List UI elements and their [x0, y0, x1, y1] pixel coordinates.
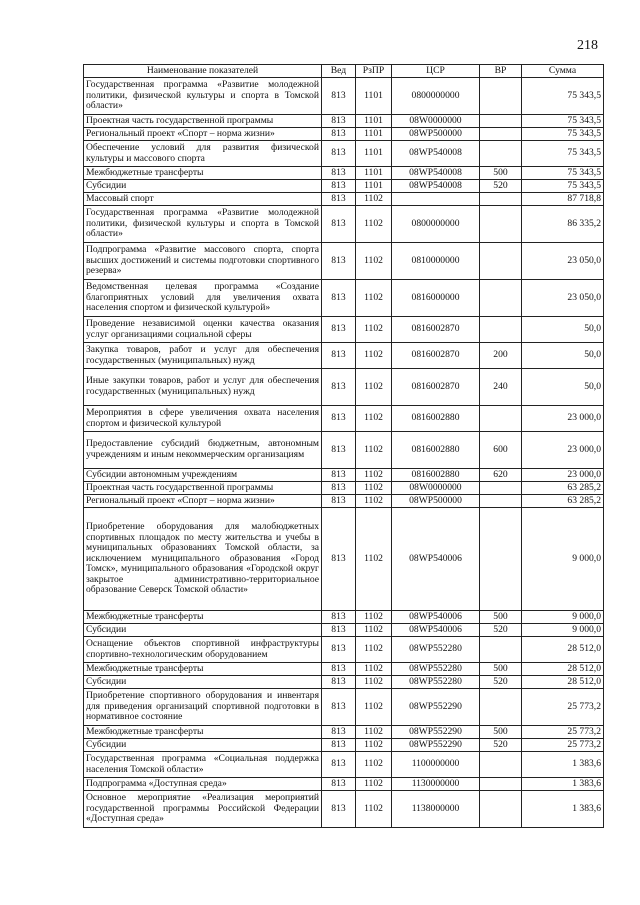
row-sum: 1 383,6	[522, 778, 604, 791]
row-rzpr: 1102	[356, 726, 392, 739]
row-rzpr: 1102	[356, 637, 392, 663]
table-row	[84, 663, 604, 676]
row-name: Основное мероприятие «Реализация мероприятий государственной программы Российской Федерации «Доступная среда»	[84, 791, 322, 828]
row-vr: 520	[480, 739, 522, 752]
row-name: Массовый спорт	[84, 193, 322, 206]
row-name: Приобретение спортивного оборудования и инвентаря для приведения организаций спортивной подготовки в нормативное состояние	[84, 689, 322, 726]
row-sum: 50,0	[522, 317, 604, 343]
row-csr: 0816002870	[392, 369, 480, 406]
row-ved: 813	[322, 778, 356, 791]
row-name: Проектная часть государственной программы	[84, 482, 322, 495]
row-ved: 813	[322, 280, 356, 317]
table-row	[84, 141, 604, 167]
row-csr: 0810000000	[392, 243, 480, 280]
row-ved: 813	[322, 637, 356, 663]
row-name: Приобретение оборудования для малобюджетных спортивных площадок по месту жительства и учебы в муниципальных образованиях Томской области, за исключением муниципального образования «Город Томск», муниципального образования «Городской округ закрытое административно-территориальное образование Северск Томской области»	[84, 508, 322, 611]
row-name: Государственная программа «Развитие молодежной политики, физической культуры и спорта в Томской области»	[84, 206, 322, 243]
table-row	[84, 689, 604, 726]
row-sum: 9 000,0	[522, 611, 604, 624]
row-rzpr: 1102	[356, 663, 392, 676]
row-sum: 23 000,0	[522, 432, 604, 469]
table-row	[84, 469, 604, 482]
row-sum: 9 000,0	[522, 624, 604, 637]
row-sum: 87 718,8	[522, 193, 604, 206]
table-header-row	[84, 65, 604, 78]
row-ved: 813	[322, 752, 356, 778]
row-ved: 813	[322, 739, 356, 752]
row-vr	[480, 752, 522, 778]
row-rzpr: 1102	[356, 280, 392, 317]
row-ved: 813	[322, 495, 356, 508]
table-row	[84, 726, 604, 739]
row-ved: 813	[322, 624, 356, 637]
row-name: Мероприятия в сфере увеличения охвата населения спортом и физической культурой	[84, 406, 322, 432]
row-rzpr: 1102	[356, 508, 392, 611]
row-ved: 813	[322, 115, 356, 128]
row-csr: 0816002880	[392, 432, 480, 469]
row-ved: 813	[322, 343, 356, 369]
table-row	[84, 115, 604, 128]
row-ved: 813	[322, 611, 356, 624]
row-ved: 813	[322, 180, 356, 193]
table-row	[84, 482, 604, 495]
table-row	[84, 611, 604, 624]
table-row	[84, 739, 604, 752]
row-csr: 08WP552290	[392, 739, 480, 752]
row-vr	[480, 637, 522, 663]
row-name: Ведомственная целевая программа «Создание благоприятных условий для увеличения охвата населения спортом и физической культурой»	[84, 280, 322, 317]
table-row	[84, 78, 604, 115]
table-row	[84, 280, 604, 317]
row-name: Проектная часть государственной программы	[84, 115, 322, 128]
page-number: 218	[577, 38, 598, 53]
row-rzpr: 1102	[356, 193, 392, 206]
row-sum: 23 000,0	[522, 469, 604, 482]
row-vr: 520	[480, 624, 522, 637]
row-vr	[480, 495, 522, 508]
row-name: Оснащение объектов спортивной инфраструктуры спортивно-технологическим оборудованием	[84, 637, 322, 663]
header-rzpr: РзПР	[356, 65, 392, 78]
row-sum: 75 343,5	[522, 167, 604, 180]
row-csr: 08WP540006	[392, 611, 480, 624]
row-sum: 1 383,6	[522, 791, 604, 828]
row-ved: 813	[322, 193, 356, 206]
row-csr	[392, 193, 480, 206]
row-ved: 813	[322, 482, 356, 495]
row-name: Субсидии	[84, 180, 322, 193]
row-vr: 500	[480, 611, 522, 624]
table-row	[84, 752, 604, 778]
row-sum: 23 050,0	[522, 243, 604, 280]
row-ved: 813	[322, 78, 356, 115]
row-rzpr: 1102	[356, 432, 392, 469]
row-rzpr: 1102	[356, 495, 392, 508]
row-csr: 08WP540008	[392, 141, 480, 167]
row-name: Субсидии	[84, 739, 322, 752]
row-rzpr: 1102	[356, 689, 392, 726]
table-row	[84, 193, 604, 206]
table-row	[84, 180, 604, 193]
row-csr: 08WP540008	[392, 180, 480, 193]
row-ved: 813	[322, 726, 356, 739]
row-vr: 500	[480, 663, 522, 676]
row-name: Государственная программа «Социальная поддержка населения Томской области»	[84, 752, 322, 778]
row-rzpr: 1102	[356, 624, 392, 637]
row-sum: 28 512,0	[522, 676, 604, 689]
row-vr	[480, 406, 522, 432]
table-row	[84, 778, 604, 791]
row-rzpr: 1101	[356, 115, 392, 128]
row-rzpr: 1102	[356, 791, 392, 828]
row-ved: 813	[322, 676, 356, 689]
row-rzpr: 1101	[356, 141, 392, 167]
row-ved: 813	[322, 128, 356, 141]
row-rzpr: 1102	[356, 317, 392, 343]
row-csr: 0816000000	[392, 280, 480, 317]
row-csr: 08WP552280	[392, 663, 480, 676]
table-row	[84, 343, 604, 369]
row-sum: 9 000,0	[522, 508, 604, 611]
row-sum: 1 383,6	[522, 752, 604, 778]
row-csr: 08WP552290	[392, 689, 480, 726]
table-row	[84, 243, 604, 280]
row-ved: 813	[322, 406, 356, 432]
row-ved: 813	[322, 508, 356, 611]
table-body	[84, 78, 604, 828]
row-vr	[480, 482, 522, 495]
row-name: Предоставление субсидий бюджетным, автономным учреждениям и иным некоммерческим организациям	[84, 432, 322, 469]
row-vr	[480, 128, 522, 141]
row-sum: 75 343,5	[522, 115, 604, 128]
table-row	[84, 167, 604, 180]
row-ved: 813	[322, 167, 356, 180]
row-name: Межбюджетные трансферты	[84, 611, 322, 624]
row-rzpr: 1102	[356, 243, 392, 280]
table-row	[84, 508, 604, 611]
row-vr	[480, 508, 522, 611]
row-rzpr: 1102	[356, 676, 392, 689]
row-csr: 1138000000	[392, 791, 480, 828]
row-name: Межбюджетные трансферты	[84, 663, 322, 676]
table-row	[84, 624, 604, 637]
row-rzpr: 1101	[356, 180, 392, 193]
row-csr: 08W0000000	[392, 115, 480, 128]
row-ved: 813	[322, 663, 356, 676]
row-csr: 08WP540006	[392, 508, 480, 611]
row-csr: 08WP540008	[392, 167, 480, 180]
header-csr: ЦСР	[392, 65, 480, 78]
table-row	[84, 406, 604, 432]
row-ved: 813	[322, 317, 356, 343]
row-name: Проведение независимой оценки качества оказания услуг организациями социальной сферы	[84, 317, 322, 343]
table-row	[84, 369, 604, 406]
row-ved: 813	[322, 243, 356, 280]
row-ved: 813	[322, 791, 356, 828]
row-csr: 08WP500000	[392, 128, 480, 141]
row-vr	[480, 791, 522, 828]
row-vr	[480, 689, 522, 726]
row-name: Подпрограмма «Развитие массового спорта, спорта высших достижений и системы подготовки спортивного резерва»	[84, 243, 322, 280]
row-csr: 0816002870	[392, 343, 480, 369]
row-sum: 63 285,2	[522, 482, 604, 495]
row-vr: 200	[480, 343, 522, 369]
row-rzpr: 1102	[356, 739, 392, 752]
row-vr: 620	[480, 469, 522, 482]
row-name: Региональный проект «Спорт – норма жизни»	[84, 128, 322, 141]
row-vr	[480, 206, 522, 243]
row-vr: 520	[480, 676, 522, 689]
row-rzpr: 1102	[356, 469, 392, 482]
row-csr: 08WP552280	[392, 637, 480, 663]
row-ved: 813	[322, 469, 356, 482]
row-vr: 240	[480, 369, 522, 406]
row-sum: 23 050,0	[522, 280, 604, 317]
row-sum: 28 512,0	[522, 663, 604, 676]
row-csr: 08WP500000	[392, 495, 480, 508]
row-name: Межбюджетные трансферты	[84, 726, 322, 739]
row-rzpr: 1102	[356, 752, 392, 778]
row-rzpr: 1102	[356, 369, 392, 406]
row-sum: 86 335,2	[522, 206, 604, 243]
row-sum: 23 000,0	[522, 406, 604, 432]
row-name: Межбюджетные трансферты	[84, 167, 322, 180]
row-csr: 0816002880	[392, 469, 480, 482]
budget-table	[83, 64, 604, 828]
row-name: Субсидии	[84, 624, 322, 637]
row-vr	[480, 193, 522, 206]
row-csr: 0816002870	[392, 317, 480, 343]
row-ved: 813	[322, 689, 356, 726]
row-sum: 75 343,5	[522, 78, 604, 115]
row-csr: 08W0000000	[392, 482, 480, 495]
row-vr: 520	[480, 180, 522, 193]
table-row	[84, 317, 604, 343]
row-name: Субсидии	[84, 676, 322, 689]
row-rzpr: 1102	[356, 406, 392, 432]
row-sum: 63 285,2	[522, 495, 604, 508]
row-vr: 500	[480, 167, 522, 180]
row-vr	[480, 78, 522, 115]
row-sum: 75 343,5	[522, 141, 604, 167]
row-vr	[480, 243, 522, 280]
row-sum: 75 343,5	[522, 128, 604, 141]
row-ved: 813	[322, 432, 356, 469]
row-csr: 08WP552280	[392, 676, 480, 689]
row-vr	[480, 778, 522, 791]
table-row	[84, 676, 604, 689]
row-rzpr: 1102	[356, 778, 392, 791]
row-rzpr: 1102	[356, 206, 392, 243]
row-csr: 0816002880	[392, 406, 480, 432]
table-row	[84, 637, 604, 663]
row-rzpr: 1101	[356, 167, 392, 180]
row-csr: 08WP540006	[392, 624, 480, 637]
row-sum: 50,0	[522, 343, 604, 369]
table-row	[84, 791, 604, 828]
row-rzpr: 1102	[356, 343, 392, 369]
row-csr: 0800000000	[392, 206, 480, 243]
row-vr: 600	[480, 432, 522, 469]
row-vr	[480, 141, 522, 167]
row-vr: 500	[480, 726, 522, 739]
row-name: Иные закупки товаров, работ и услуг для обеспечения государственных (муниципальных) нужд	[84, 369, 322, 406]
row-name: Подпрограмма «Доступная среда»	[84, 778, 322, 791]
row-csr: 0800000000	[392, 78, 480, 115]
row-vr	[480, 317, 522, 343]
row-ved: 813	[322, 141, 356, 167]
row-sum: 28 512,0	[522, 637, 604, 663]
row-vr	[480, 115, 522, 128]
row-vr	[480, 280, 522, 317]
row-ved: 813	[322, 206, 356, 243]
row-name: Обеспечение условий для развития физической культуры и массового спорта	[84, 141, 322, 167]
row-sum: 25 773,2	[522, 689, 604, 726]
row-csr: 08WP552290	[392, 726, 480, 739]
row-ved: 813	[322, 369, 356, 406]
header-name: Наименование показателей	[84, 65, 322, 78]
header-ved: Вед	[322, 65, 356, 78]
row-sum: 25 773,2	[522, 726, 604, 739]
table-row	[84, 206, 604, 243]
row-csr: 1100000000	[392, 752, 480, 778]
row-name: Закупка товаров, работ и услуг для обеспечения государственных (муниципальных) нужд	[84, 343, 322, 369]
row-rzpr: 1101	[356, 78, 392, 115]
row-name: Субсидии автономным учреждениям	[84, 469, 322, 482]
row-sum: 50,0	[522, 369, 604, 406]
row-rzpr: 1102	[356, 611, 392, 624]
row-csr: 1130000000	[392, 778, 480, 791]
row-rzpr: 1102	[356, 482, 392, 495]
row-name: Государственная программа «Развитие молодежной политики, физической культуры и спорта в Томской области»	[84, 78, 322, 115]
header-sum: Сумма	[522, 65, 604, 78]
table-row	[84, 128, 604, 141]
table-row	[84, 495, 604, 508]
row-sum: 25 773,2	[522, 739, 604, 752]
table-row	[84, 432, 604, 469]
row-rzpr: 1101	[356, 128, 392, 141]
row-sum: 75 343,5	[522, 180, 604, 193]
header-vr: ВР	[480, 65, 522, 78]
row-name: Региональный проект «Спорт – норма жизни»	[84, 495, 322, 508]
